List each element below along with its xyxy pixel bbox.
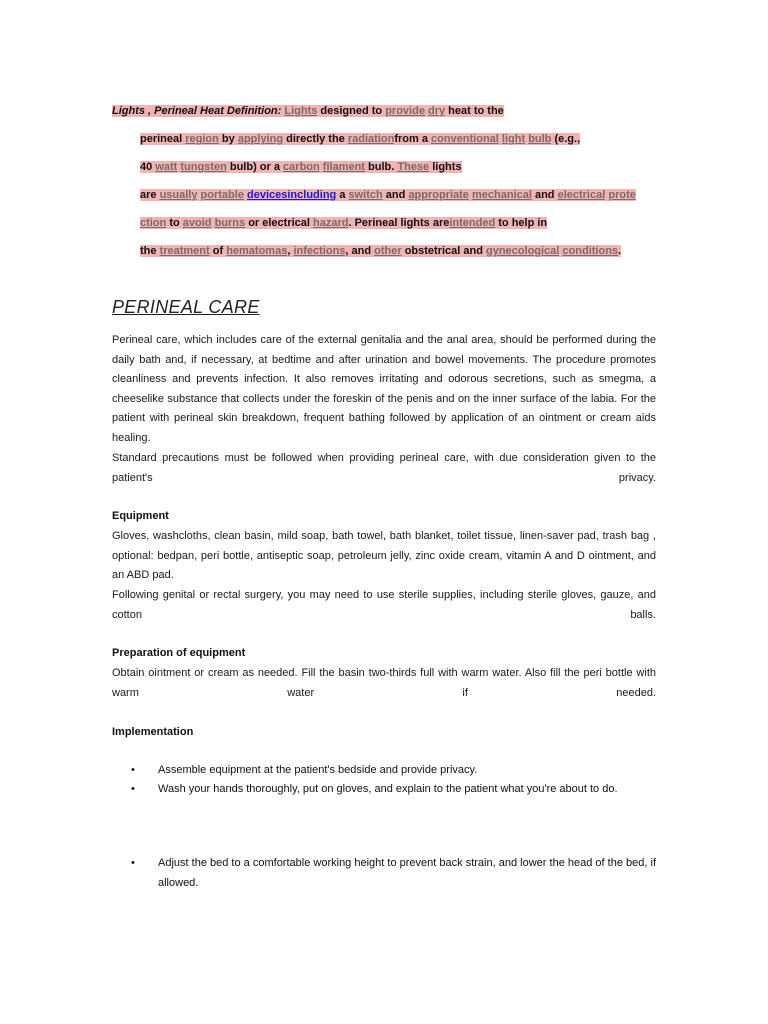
word-link[interactable]: Lights [284, 105, 318, 117]
word-link[interactable]: intended [449, 217, 496, 229]
word-link[interactable]: portable [200, 189, 244, 201]
word-link[interactable]: gynecological [486, 245, 560, 257]
word-link[interactable]: electrical [557, 189, 606, 201]
word-link[interactable]: mechanical [471, 189, 532, 201]
bullet-icon: • [131, 783, 135, 795]
word-link[interactable]: conditions [562, 245, 619, 257]
preparation-heading: Preparation of equipment [112, 647, 246, 659]
word-link[interactable]: watt [155, 161, 178, 173]
hyperlink[interactable]: devicesincluding [247, 189, 337, 201]
definition-line-6: the treatment of hematomas, infections, and other obstetrical and gynecological conditions. [140, 245, 622, 257]
preparation-paragraph: Obtain ointment or cream as needed. Fill the basin two-thirds full with warm water. Also fill the peri bottle with warm water if needed. [112, 667, 656, 699]
word-link[interactable]: These [397, 161, 430, 173]
definition-line-5: ction to avoid burns or electrical hazard. Perineal lights areintended to help in [140, 217, 548, 229]
word-link[interactable]: provide [385, 105, 425, 117]
section-title: PERINEAL CARE [112, 297, 260, 317]
precautions-paragraph: Standard precautions must be followed when providing perineal care, with due consideration given to the patient's privacy. [112, 452, 656, 484]
word-link[interactable]: hazard [313, 217, 349, 229]
word-link[interactable]: ction [140, 217, 167, 229]
word-link[interactable]: conventional [431, 133, 499, 145]
word-link[interactable]: other [374, 245, 402, 257]
list-item: • Adjust the bed to a comfortable working height to prevent back strain, and lower the head of the bed, if allowed. [133, 853, 656, 893]
list-item: • Wash your hands thoroughly, put on gloves, and explain to the patient what you're about to do. [133, 779, 656, 799]
equipment-heading: Equipment [112, 510, 169, 522]
word-link[interactable]: infections [293, 245, 346, 257]
word-link[interactable]: switch [348, 189, 383, 201]
word-link[interactable]: hematomas [226, 245, 288, 257]
word-link[interactable]: avoid [182, 217, 212, 229]
word-link[interactable]: light [501, 133, 526, 145]
definition-line-1: Lights , Perineal Heat Definition: Lights designed to provide dry heat to the [112, 105, 504, 117]
word-link[interactable]: prote [608, 189, 636, 201]
definition-line-3: 40 watt tungsten bulb) or a carbon filament bulb. These lights [140, 161, 462, 173]
word-link[interactable]: region [185, 133, 219, 145]
word-link[interactable]: bulb [528, 133, 552, 145]
intro-paragraph: Perineal care, which includes care of the external genitalia and the anal area, should be performed during the daily bath and, if necessary, at bedtime and after urination and bowel movements. The procedure promotes cleanliness and prevents infection. It also removes irritating and odorous secretions, such as smegma, a cheeselike substance that collects under the foreskin of the penis and on the inner surface of the labia. For the patient with perineal skin breakdown, frequent bathing followed by application of an ointment or cream aids healing. [112, 334, 656, 444]
definition-line-2: perineal region by applying directly the radiationfrom a conventional light bulb (e.g., [140, 133, 581, 145]
definition-term: Lights , Perineal Heat Definition: [112, 105, 282, 117]
surgery-paragraph: Following genital or rectal surgery, you may need to use sterile supplies, including sterile gloves, gauze, and cotton balls. [112, 589, 656, 621]
word-link[interactable]: burns [214, 217, 246, 229]
equipment-paragraph: Gloves, washcloths, clean basin, mild soap, bath towel, bath blanket, toilet tissue, linen-saver pad, trash bag , optional: bedpan, peri bottle, antiseptic soap, petroleum jelly, zinc oxide cream, vitamin A and D ointment, and an ABD pad. [112, 530, 656, 582]
implementation-heading: Implementation [112, 726, 194, 738]
word-link[interactable]: radiation [347, 133, 395, 145]
bullet-icon: • [131, 857, 135, 869]
definition-line-4: are usually portable devicesincluding a switch and appropriate mechanical and electrical prote [140, 189, 636, 201]
word-link[interactable]: appropriate [408, 189, 469, 201]
word-link[interactable]: tungsten [180, 161, 227, 173]
word-link[interactable]: treatment [159, 245, 210, 257]
word-link[interactable]: dry [428, 105, 446, 117]
word-link[interactable]: usually [159, 189, 198, 201]
word-link[interactable]: filament [322, 161, 365, 173]
word-link[interactable]: carbon [283, 161, 320, 173]
bullet-icon: • [131, 764, 135, 776]
list-item: • Assemble equipment at the patient's bedside and provide privacy. [133, 760, 656, 780]
word-link[interactable]: applying [237, 133, 284, 145]
